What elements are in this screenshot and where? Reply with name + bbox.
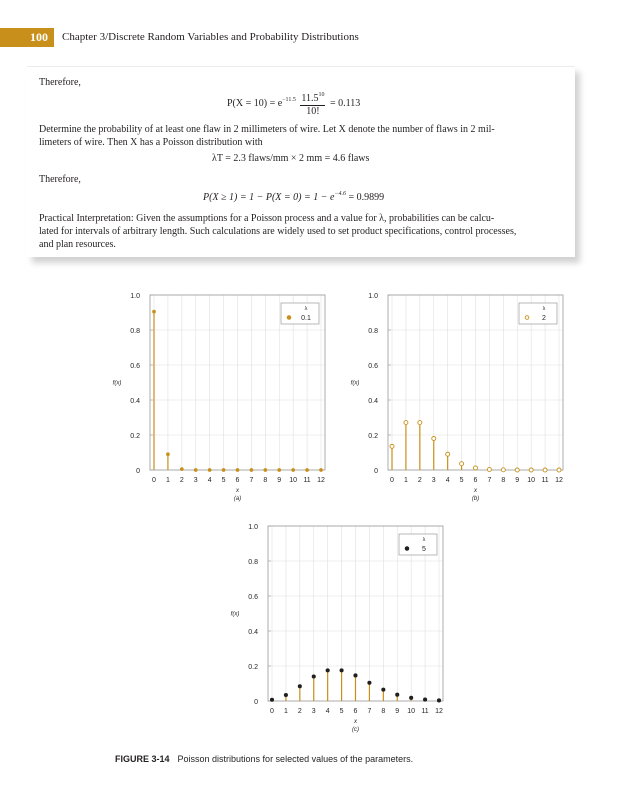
- eq2-rhs: = 0.9899: [348, 192, 385, 203]
- legend-box: [519, 303, 557, 324]
- x-tick-label: 2: [417, 477, 422, 484]
- x-axis-label: x: [474, 488, 477, 494]
- x-axis-label: x: [354, 719, 357, 725]
- x-tick-label: 1: [165, 477, 170, 484]
- data-point: [153, 310, 156, 313]
- y-tick-label: 0.4: [368, 398, 378, 405]
- data-point: [396, 693, 399, 696]
- x-tick-label: 7: [487, 477, 492, 484]
- data-point: [543, 468, 547, 472]
- x-tick-label: 6: [353, 708, 358, 715]
- equation-2: [203, 191, 384, 203]
- x-tick-label: 3: [431, 477, 436, 484]
- data-point: [418, 421, 422, 425]
- data-point: [390, 444, 394, 448]
- eq2-exp: −4.6: [334, 191, 346, 197]
- eq1-lhs: P(X = 10) = e: [227, 97, 283, 109]
- x-tick-label: 4: [207, 477, 212, 484]
- data-point: [404, 421, 408, 425]
- x-tick-label: 10: [289, 477, 298, 484]
- data-point: [432, 437, 436, 441]
- x-tick-label: 7: [249, 477, 254, 484]
- legend-title: λ: [542, 306, 546, 312]
- data-point: [382, 688, 385, 691]
- x-tick-label: 5: [221, 477, 226, 484]
- x-tick-label: 1: [403, 477, 408, 484]
- y-tick-label: 0.4: [130, 398, 140, 405]
- x-tick-label: 0: [152, 477, 156, 484]
- x-tick-label: 2: [179, 477, 184, 484]
- x-tick-label: 6: [235, 477, 240, 484]
- figure-caption: [115, 754, 413, 764]
- data-point: [194, 469, 197, 472]
- x-tick-label: 11: [421, 708, 429, 715]
- x-tick-label: 10: [407, 708, 416, 715]
- y-tick-label: 0: [374, 468, 378, 475]
- y-tick-label: 0.8: [368, 328, 378, 335]
- x-tick-label: 5: [339, 708, 344, 715]
- legend-box: [399, 534, 437, 555]
- x-tick-label: 0: [270, 708, 274, 715]
- legend-label: 2: [542, 315, 546, 322]
- x-tick-label: 8: [263, 477, 268, 484]
- panel-label: (a): [233, 496, 242, 502]
- running-head: Chapter 3/Discrete Random Variables and Probability Distributions: [62, 31, 359, 43]
- y-axis-label: f(x): [230, 611, 240, 618]
- x-tick-label: 12: [555, 477, 563, 484]
- legend-marker: [405, 547, 409, 551]
- y-tick-label: 0: [136, 468, 140, 475]
- x-tick-label: 8: [501, 477, 506, 484]
- x-tick-label: 9: [515, 477, 520, 484]
- data-point: [222, 469, 225, 472]
- therefore-1: Therefore,: [39, 77, 81, 88]
- data-point: [264, 469, 267, 472]
- data-point: [250, 469, 253, 472]
- eq1-num-exp: 10: [318, 92, 325, 98]
- data-point: [180, 468, 183, 471]
- legend-title: λ: [304, 306, 308, 312]
- y-tick-label: 1.0: [248, 524, 258, 531]
- x-tick-label: 6: [473, 477, 478, 484]
- x-tick-label: 8: [381, 708, 386, 715]
- page-number: 100: [0, 28, 54, 47]
- y-tick-label: 0.6: [248, 594, 258, 601]
- y-tick-label: 0.4: [248, 629, 258, 636]
- data-point: [529, 468, 533, 472]
- y-tick-label: 0.8: [248, 559, 258, 566]
- y-tick-label: 0.2: [368, 433, 378, 440]
- data-point: [298, 685, 301, 688]
- x-tick-label: 12: [435, 708, 443, 715]
- x-tick-label: 4: [325, 708, 330, 715]
- x-tick-label: 11: [303, 477, 311, 484]
- data-point: [557, 468, 561, 472]
- legend-box: [281, 303, 319, 324]
- y-tick-label: 0.6: [368, 363, 378, 370]
- data-point: [487, 467, 491, 471]
- data-point: [278, 469, 281, 472]
- eq1-num-base: 11.5: [301, 93, 319, 104]
- y-axis-label: f(x): [350, 380, 360, 387]
- chart-panel-c: [218, 516, 458, 746]
- data-point: [326, 669, 329, 672]
- data-point: [423, 698, 426, 701]
- data-point: [320, 469, 323, 472]
- x-tick-label: 11: [541, 477, 549, 484]
- y-tick-label: 1.0: [130, 293, 140, 300]
- chart-panel-b: [338, 285, 578, 515]
- data-point: [368, 681, 371, 684]
- data-point: [292, 469, 295, 472]
- interpretation-line-2: lated for intervals of arbitrary length. Such calculations are widely used to set product specifications, control processes,: [39, 226, 517, 237]
- data-point: [501, 468, 505, 472]
- x-tick-label: 1: [283, 708, 288, 715]
- determine-line-1: Determine the probability of at least one flaw in 2 millimeters of wire. Let X denote the number of flaws in 2 mil-: [39, 124, 495, 135]
- y-axis-label: f(x): [112, 380, 122, 387]
- data-point: [474, 466, 478, 470]
- x-tick-label: 9: [277, 477, 282, 484]
- data-point: [284, 693, 287, 696]
- y-tick-label: 0.8: [130, 328, 140, 335]
- data-point: [270, 698, 273, 701]
- x-tick-label: 7: [367, 708, 372, 715]
- data-point: [446, 452, 450, 456]
- legend-label: 0.1: [301, 315, 311, 322]
- interpretation-line-1: Practical Interpretation: Given the assumptions for a Poisson process and a value for λ, probabilities can be calcu-: [39, 213, 495, 224]
- interpretation-line-3: and plan resources.: [39, 239, 116, 250]
- legend-marker: [525, 316, 529, 320]
- x-tick-label: 10: [527, 477, 536, 484]
- data-point: [340, 669, 343, 672]
- legend-title: λ: [422, 537, 426, 543]
- therefore-2: Therefore,: [39, 174, 81, 185]
- panel-label: (c): [352, 727, 359, 733]
- y-tick-label: 0: [254, 699, 258, 706]
- x-tick-label: 0: [390, 477, 394, 484]
- data-point: [236, 469, 239, 472]
- example-box: [27, 66, 575, 257]
- data-point: [515, 468, 519, 472]
- equation-1: [227, 89, 360, 118]
- x-tick-label: 3: [193, 477, 198, 484]
- data-point: [437, 699, 440, 702]
- chart-panel-a: [100, 285, 340, 515]
- x-tick-label: 12: [317, 477, 325, 484]
- figure-caption-text: Poisson distributions for selected values of the parameters.: [177, 754, 414, 764]
- data-point: [208, 469, 211, 472]
- x-tick-label: 3: [311, 708, 316, 715]
- data-point: [306, 469, 309, 472]
- eq2-main: P(X ≥ 1) = 1 − P(X = 0) = 1 − e: [203, 192, 335, 203]
- eq1-rhs: = 0.113: [329, 97, 361, 109]
- determine-line-2: limeters of wire. Then X has a Poisson distribution with: [39, 137, 263, 148]
- eq1-den: 10!: [306, 106, 320, 117]
- y-tick-label: 1.0: [368, 293, 378, 300]
- x-tick-label: 2: [297, 708, 302, 715]
- y-tick-label: 0.2: [248, 664, 258, 671]
- legend-marker: [287, 316, 291, 320]
- x-axis-label: x: [236, 488, 239, 494]
- y-tick-label: 0.6: [130, 363, 140, 370]
- data-point: [460, 462, 464, 466]
- panel-label: (b): [471, 496, 480, 502]
- data-point: [312, 675, 315, 678]
- data-point: [167, 453, 170, 456]
- figure-caption-label: FIGURE 3-14: [115, 754, 170, 764]
- data-point: [410, 696, 413, 699]
- x-tick-label: 5: [459, 477, 464, 484]
- lambda-equation: λT = 2.3 flaws/mm × 2 mm = 4.6 flaws: [212, 153, 370, 164]
- x-tick-label: 4: [445, 477, 450, 484]
- x-tick-label: 9: [395, 708, 400, 715]
- y-tick-label: 0.2: [130, 433, 140, 440]
- data-point: [354, 674, 357, 677]
- eq1-exp: −11.5: [282, 96, 296, 103]
- legend-label: 5: [422, 546, 426, 553]
- eq1-fraction: [300, 89, 325, 118]
